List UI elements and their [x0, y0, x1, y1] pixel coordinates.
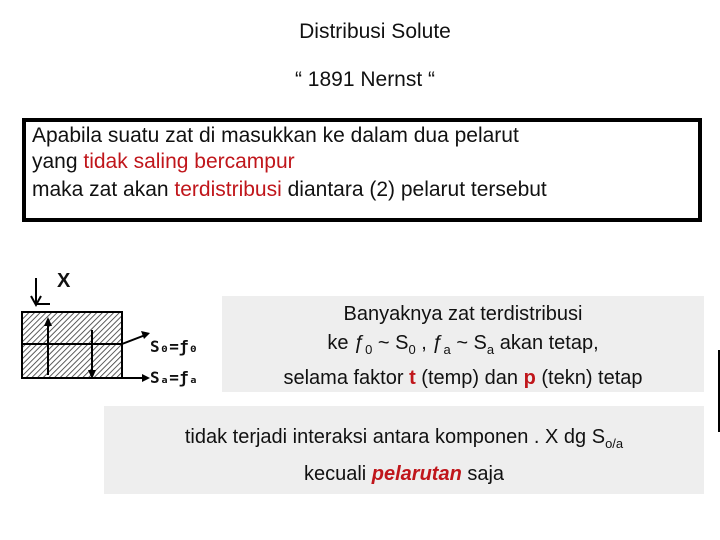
definition-highlight-immiscible: tidak saling bercampur — [83, 150, 295, 173]
note-subscript: o/a — [605, 436, 624, 451]
info-text: ~ S — [372, 332, 409, 354]
info-text: , ƒ — [415, 332, 444, 354]
info-text: akan tetap, — [494, 332, 599, 354]
solute-x-label: X — [57, 270, 71, 292]
definition-line-3-text: maka zat akan — [32, 178, 175, 201]
info-text: (temp) dan — [415, 367, 524, 389]
definition-line-2 — [32, 150, 295, 174]
info-subscript: a — [486, 342, 495, 357]
info-line-2 — [222, 329, 704, 364]
distribution-diagram — [20, 270, 150, 395]
note-text: kecuali — [303, 463, 372, 485]
pointer-lower-head — [142, 374, 150, 382]
definition-line-1: Apabila suatu zat di masukkan ke dalam dua pelarut — [32, 124, 519, 147]
factor-t: t — [409, 367, 416, 389]
definition-line-3 — [32, 178, 547, 202]
info-subscript: 0 — [408, 342, 416, 357]
page-title: Distribusi Solute — [299, 20, 451, 43]
info-text: ~ S — [450, 332, 487, 354]
page-subtitle: “ 1891 Nernst “ — [294, 68, 436, 91]
note-line-1 — [104, 406, 704, 459]
info-text: ke ƒ — [327, 332, 366, 354]
lower-phase — [22, 344, 122, 378]
upper-phase — [22, 312, 122, 344]
note-emphasis: pelarutan — [371, 463, 462, 485]
note-text: saja — [461, 463, 505, 485]
definition-line-3-tail: diantara (2) pelarut tersebut — [281, 178, 547, 201]
note-line-2 — [104, 459, 704, 489]
info-line-1: Banyaknya zat terdistribusi — [343, 303, 583, 325]
info-line-3 — [222, 364, 704, 393]
info-text: selama faktor — [283, 367, 410, 389]
info-subscript: 0 — [365, 342, 373, 357]
formula-aqueous: Sₐ=ƒₐ — [150, 368, 199, 387]
info-subscript: a — [443, 342, 451, 357]
info-text: (tekn) tetap — [535, 367, 643, 389]
definition-highlight-distributed: terdistribusi — [174, 178, 282, 201]
formula-organic: S₀=ƒ₀ — [150, 337, 199, 356]
pointer-upper-head — [141, 331, 150, 339]
note-panel — [104, 406, 704, 494]
info-panel — [222, 296, 704, 392]
definition-box — [22, 118, 702, 222]
note-text: tidak terjadi interaksi antara komponen . X dg S — [184, 426, 606, 448]
definition-line-2-text: yang — [32, 150, 84, 173]
factor-p: p — [523, 367, 536, 389]
